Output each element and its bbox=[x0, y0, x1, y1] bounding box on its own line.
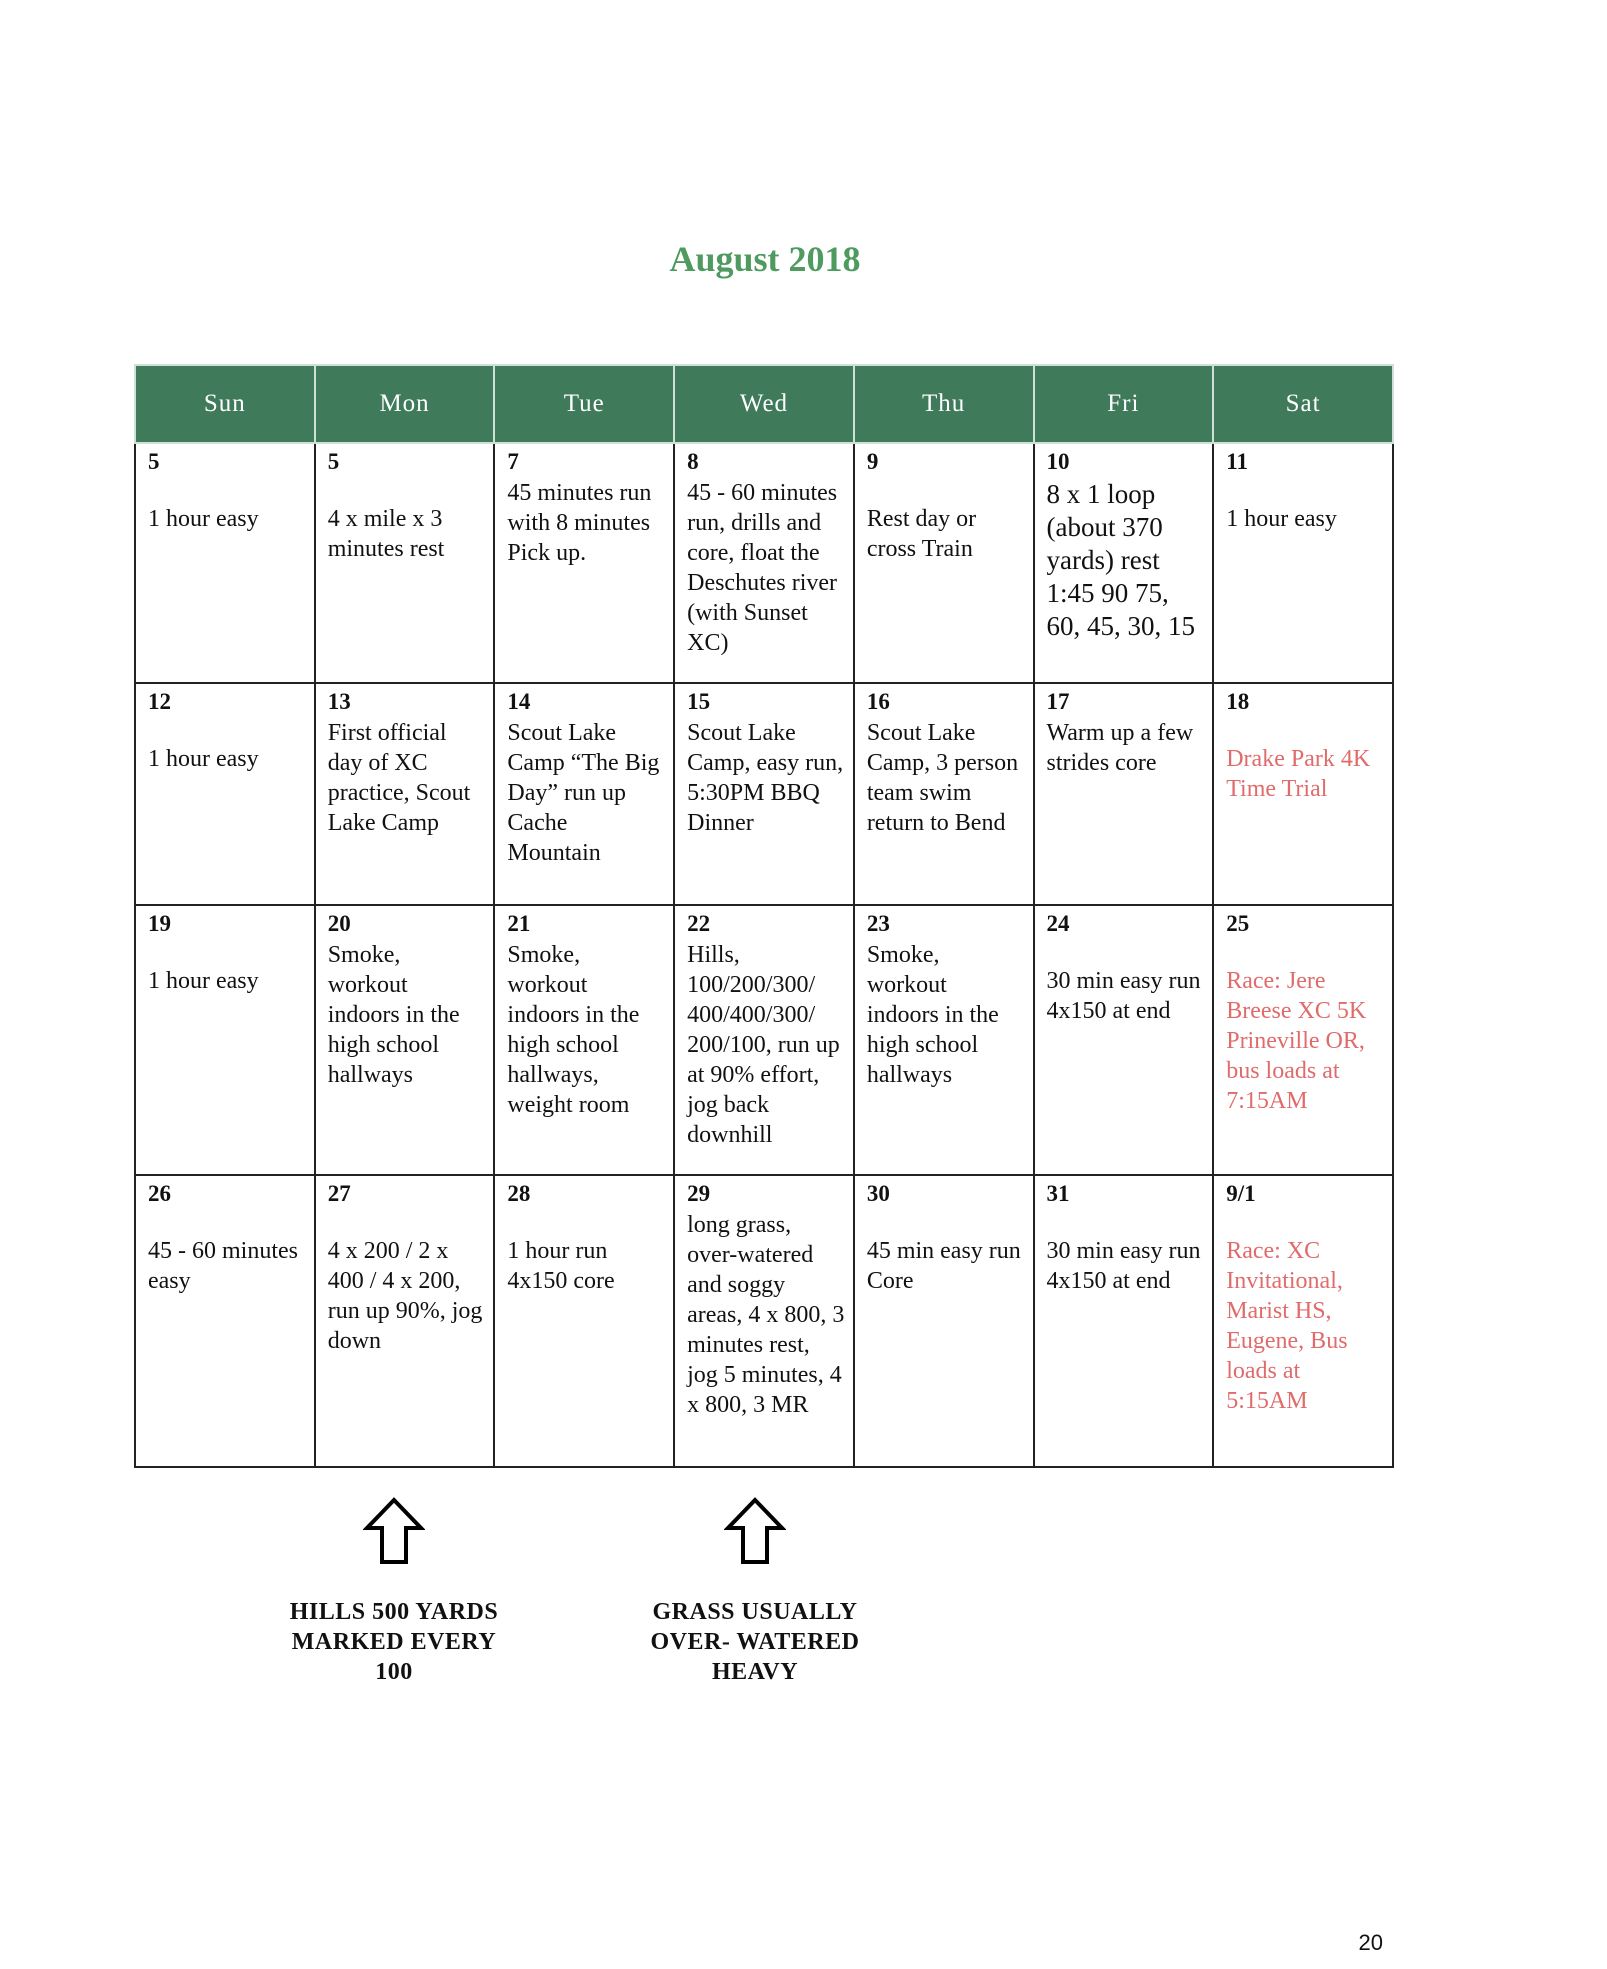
day-note: Rest day or cross Train bbox=[866, 506, 977, 562]
day-note: First official day of XC practice, Scout Lake Camp bbox=[327, 720, 471, 836]
calendar-grid bbox=[134, 364, 1394, 1468]
weekday-mon: Mon bbox=[315, 365, 495, 443]
day-number: 19 bbox=[148, 911, 171, 936]
day-cell bbox=[1034, 683, 1214, 905]
day-number: 13 bbox=[327, 689, 351, 714]
day-note: 8 x 1 loop (about 370 yards) rest 1:45 90 75, 60, 45, 30, 15 bbox=[1046, 479, 1196, 641]
day-number: 18 bbox=[1226, 689, 1250, 714]
day-cell bbox=[494, 905, 674, 1175]
day-cell bbox=[1213, 443, 1393, 683]
day-note: 1 hour easy bbox=[1226, 506, 1337, 532]
day-cell bbox=[854, 683, 1034, 905]
weekday-sun: Sun bbox=[135, 365, 315, 443]
day-note: 45 - 60 minutes run, drills and core, float the Deschutes river (with Sunset XC) bbox=[687, 480, 838, 656]
week-row-1 bbox=[135, 443, 1393, 683]
day-cell bbox=[135, 905, 315, 1175]
day-number: 25 bbox=[1226, 911, 1250, 936]
day-cell bbox=[1034, 1175, 1214, 1467]
weekday-fri: Fri bbox=[1034, 365, 1214, 443]
day-number: 30 bbox=[866, 1181, 890, 1206]
day-number: 28 bbox=[507, 1181, 531, 1206]
day-cell bbox=[494, 1175, 674, 1467]
day-cell bbox=[1213, 905, 1393, 1175]
day-number: 14 bbox=[507, 689, 531, 714]
day-cell bbox=[315, 1175, 495, 1467]
day-number: 16 bbox=[866, 689, 890, 714]
day-number: 5 bbox=[148, 449, 160, 474]
day-cell bbox=[854, 443, 1034, 683]
day-cell bbox=[854, 905, 1034, 1175]
day-note-race: Race: Jere Breese XC 5K Prineville OR, bus loads at 7:15AM bbox=[1226, 968, 1367, 1114]
day-number: 21 bbox=[507, 911, 531, 936]
day-number: 29 bbox=[687, 1181, 711, 1206]
day-number: 9 bbox=[866, 449, 879, 474]
day-number: 24 bbox=[1046, 911, 1070, 936]
day-note: Smoke, workout indoors in the high school hallways bbox=[327, 942, 460, 1088]
grass-annotation bbox=[645, 1497, 865, 1687]
day-cell bbox=[315, 683, 495, 905]
day-note: 45 min easy run Core bbox=[866, 1238, 1021, 1294]
day-cell bbox=[135, 683, 315, 905]
day-cell bbox=[494, 683, 674, 905]
day-note: 1 hour easy bbox=[148, 968, 259, 994]
day-cell bbox=[1213, 683, 1393, 905]
day-note: Smoke, workout indoors in the high school hallways bbox=[866, 942, 999, 1088]
day-note: 45 - 60 minutes easy bbox=[148, 1238, 298, 1294]
day-note: Warm up a few strides core bbox=[1046, 720, 1194, 776]
day-number: 5 bbox=[327, 449, 340, 474]
day-cell bbox=[1213, 1175, 1393, 1467]
day-note: 30 min easy run 4x150 at end bbox=[1046, 968, 1201, 1024]
day-number: 20 bbox=[327, 911, 351, 936]
day-note-race: Race: XC Invitational, Marist HS, Eugene, Bus loads at 5:15AM bbox=[1226, 1238, 1348, 1414]
week-row-3 bbox=[135, 905, 1393, 1175]
day-cell bbox=[674, 905, 854, 1175]
day-note: 4 x mile x 3 minutes rest bbox=[327, 506, 445, 562]
weekday-sat: Sat bbox=[1213, 365, 1393, 443]
day-note: 1 hour run 4x150 core bbox=[507, 1238, 615, 1294]
day-cell bbox=[854, 1175, 1034, 1467]
day-note: Hills, 100/200/300/ 400/400/300/ 200/100, run up at 90% effort, jog back downhill bbox=[687, 942, 840, 1148]
day-number: 12 bbox=[148, 689, 171, 714]
day-cell bbox=[1034, 443, 1214, 683]
weekday-wed: Wed bbox=[674, 365, 854, 443]
day-note: Smoke, workout indoors in the high school hallways, weight room bbox=[507, 942, 640, 1118]
weekday-header-row bbox=[135, 365, 1393, 443]
hills-annotation bbox=[284, 1497, 504, 1687]
day-number: 22 bbox=[687, 911, 711, 936]
week-row-4 bbox=[135, 1175, 1393, 1467]
day-cell bbox=[315, 905, 495, 1175]
hills-note: HILLS 500 YARDS MARKED EVERY 100 bbox=[289, 1599, 499, 1685]
weekday-thu: Thu bbox=[854, 365, 1034, 443]
calendar-title: August 2018 bbox=[669, 239, 861, 279]
weekday-tue: Tue bbox=[494, 365, 674, 443]
day-number: 31 bbox=[1046, 1181, 1070, 1206]
day-cell bbox=[674, 1175, 854, 1467]
day-note: 45 minutes run with 8 minutes Pick up. bbox=[507, 480, 652, 566]
week-row-2 bbox=[135, 683, 1393, 905]
day-note: 30 min easy run 4x150 at end bbox=[1046, 1238, 1201, 1294]
day-cell bbox=[315, 443, 495, 683]
day-number: 11 bbox=[1226, 449, 1248, 474]
page-number: 20 bbox=[1358, 1930, 1383, 1955]
day-number: 17 bbox=[1046, 689, 1070, 714]
day-note: 4 x 200 / 2 x 400 / 4 x 200, run up 90%, jog down bbox=[327, 1238, 483, 1354]
day-note: Scout Lake Camp, 3 person team swim return to Bend bbox=[866, 720, 1019, 836]
grass-note: GRASS USUALLY OVER- WATERED HEAVY bbox=[650, 1599, 860, 1685]
day-cell bbox=[674, 683, 854, 905]
day-note: 1 hour easy bbox=[148, 746, 259, 772]
day-number: 27 bbox=[327, 1181, 351, 1206]
day-cell bbox=[494, 443, 674, 683]
up-arrow-icon bbox=[363, 1497, 425, 1565]
day-number: 23 bbox=[866, 911, 890, 936]
day-number: 7 bbox=[507, 449, 519, 474]
day-number: 26 bbox=[148, 1181, 171, 1206]
day-note: 1 hour easy bbox=[148, 506, 259, 532]
day-note: Scout Lake Camp, easy run, 5:30PM BBQ Dinner bbox=[687, 720, 844, 836]
up-arrow-icon bbox=[724, 1497, 786, 1565]
day-cell bbox=[135, 443, 315, 683]
day-cell bbox=[135, 1175, 315, 1467]
day-number: 10 bbox=[1046, 449, 1070, 474]
day-number: 8 bbox=[687, 449, 699, 474]
day-note: long grass, over-watered and soggy areas, 4 x 800, 3 minutes rest, jog 5 minutes, 4 x 800, 3 MR bbox=[687, 1212, 845, 1418]
day-number: 15 bbox=[687, 689, 711, 714]
day-cell bbox=[1034, 905, 1214, 1175]
day-cell bbox=[674, 443, 854, 683]
day-note: Scout Lake Camp “The Big Day” run up Cache Mountain bbox=[507, 720, 660, 866]
day-note-race: Drake Park 4K Time Trial bbox=[1226, 746, 1371, 802]
day-number: 9/1 bbox=[1226, 1181, 1256, 1206]
